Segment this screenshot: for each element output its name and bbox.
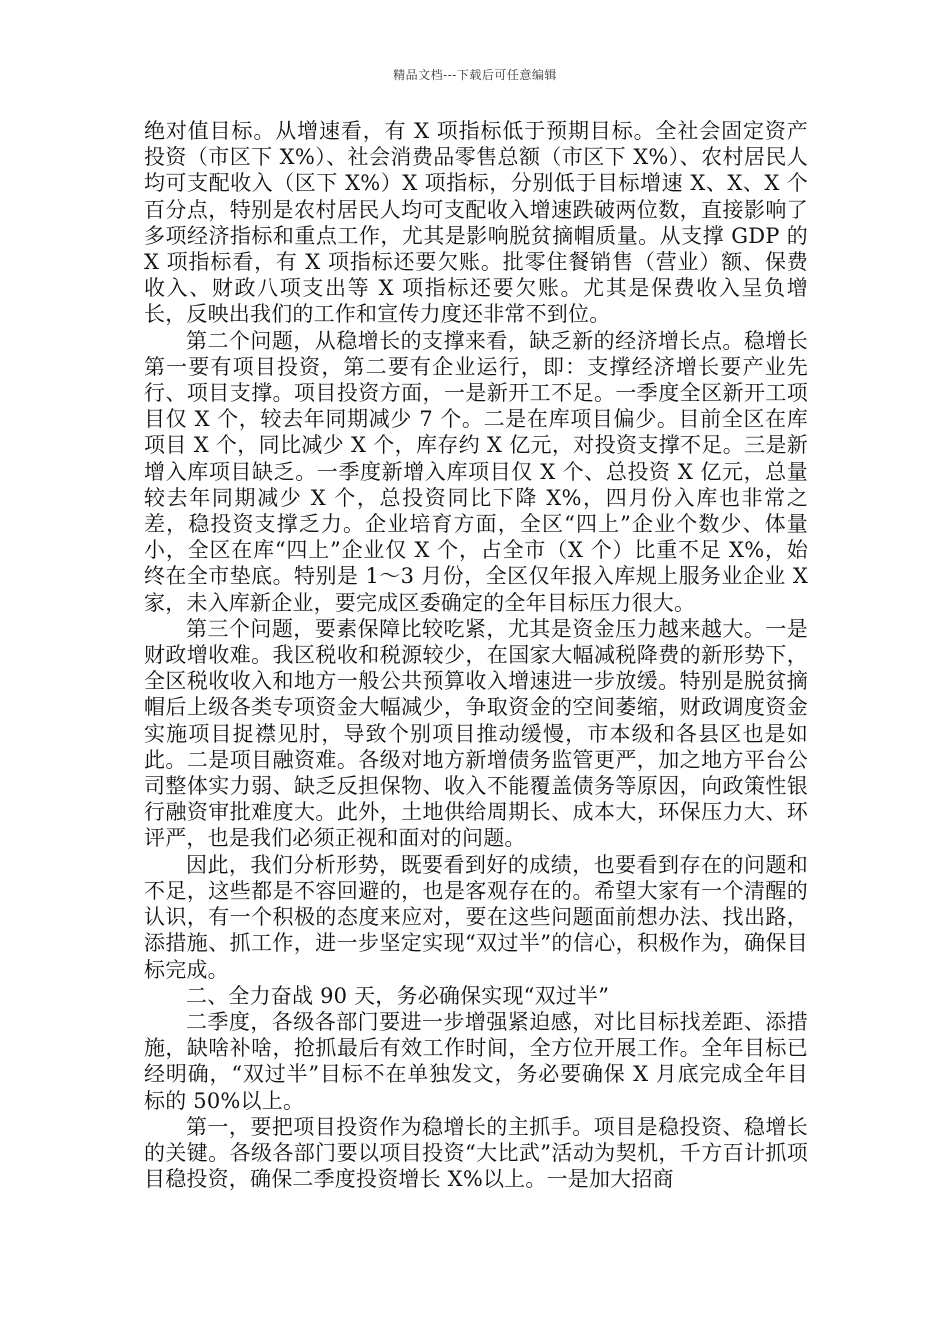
paragraph-first-point: 第一，要把项目投资作为稳增长的主抓手。项目是稳投资、稳增长的关键。各级各部门要以项目投资“大比武”活动为契机，千方百计抓项目稳投资，确保二季度投资增长 X%以上。一是加大招商 [144,1114,808,1192]
paragraph-continuation: 绝对值目标。从增速看，有 X 项指标低于预期目标。全社会固定资产投资（市区下 X%）、社会消费品零售总额（市区下 X%）、农村居民人均可支配收入（区下 X%）X 项指标，分别低于目标增速 X、X、X 个百分点，特别是农村居民人均可支配收入增速跌破两位数，直接影响了多项经济指标和重点工作，尤其是影响脱贫摘帽质量。从支撑 GDP 的 X 项指标看，有 X 项指标还要欠账。批零住餐销售（营业）额、保费收入、财政八项支出等 X 项指标还要欠账。尤其是保费收入呈负增长，反映出我们的工作和宣传力度还非常不到位。 [144,119,808,327]
paragraph-third-problem: 第三个问题，要素保障比较吃紧，尤其是资金压力越来越大。一是财政增收难。我区税收和税源较少，在国家大幅减税降费的新形势下，全区税收收入和地方一般公共预算收入增速进一步放缓。特别是脱贫摘帽后上级各类专项资金大幅减少，争取资金的空间萎缩，财政调度资金实施项目捉襟见肘，导致个别项目推动缓慢，市本级和各县区也是如此。二是项目融资难。各级对地方新增债务监管更严，加之地方平台公司整体实力弱、缺乏反担保物、收入不能覆盖债务等原因，向政策性银行融资审批难度大。此外，土地供给周期长、成本大，环保压力大、环评严，也是我们必须正视和面对的问题。 [144,616,808,851]
section-heading: 二、全力奋战 90 天，务必确保实现“双过半” [186,983,610,1008]
paragraph-second-problem: 第二个问题，从稳增长的支撑来看，缺乏新的经济增长点。稳增长第一要有项目投资，第二要有企业运行，即：支撑经济增长要产业先行、项目支撑。项目投资方面，一是新开工不足。一季度全区新开工项目仅 X 个，较去年同期减少 7 个。二是在库项目偏少。目前全区在库项目 X 个，同比减少 X 个，库存约 X 亿元，对投资支撑不足。三是新增入库项目缺乏。一季度新增入库项目仅 X 个、总投资 X 亿元，总量较去年同期减少 X 个，总投资同比下降 X%，四月份入库也非常之差，稳投资支撑乏力。企业培育方面，全区“四上”企业个数少、体量小，全区在库“四上”企业仅 X 个，占全市（X 个）比重不足 X%，始终在全市垫底。特别是 1～3 月份，全区仅年报入库规上服务业企业 X 家，未入库新企业，要完成区委确定的全年目标压力很大。 [144,328,808,615]
page-header: 精品文档---下载后可任意编辑 [393,68,557,82]
document-body [144,118,808,1192]
paragraph-second-quarter: 二季度，各级各部门要进一步增强紧迫感，对比目标找差距、添措施，缺啥补啥，抢抓最后有效工作时间，全方位开展工作。全年目标已经明确，“双过半”目标不在单独发文，务必要确保 X 月底完成全年目标的 50%以上。 [144,1009,808,1113]
paragraph-conclusion: 因此，我们分析形势，既要看到好的成绩，也要看到存在的问题和不足，这些都是不容回避的，也是客观存在的。希望大家有一个清醒的认识，有一个积极的态度来应对，要在这些问题面前想办法、找出路，添措施、抓工作，进一步坚定实现“双过半”的信心，积极作为，确保目标完成。 [144,852,808,982]
